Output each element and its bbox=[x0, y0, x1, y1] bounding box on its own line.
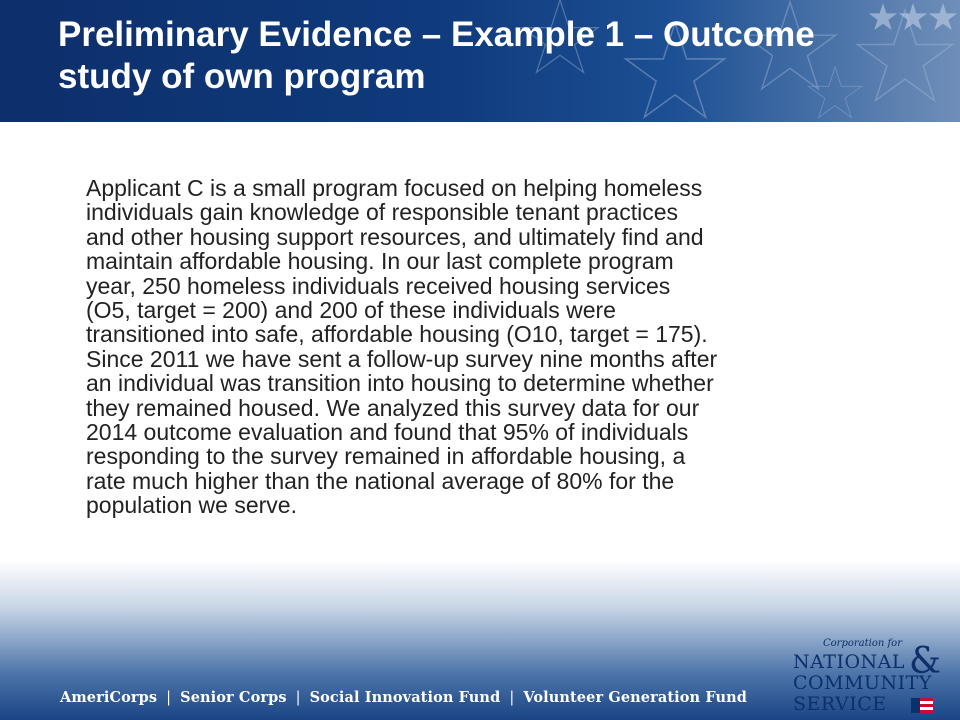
body-line: (O5, target = 200) and 200 of these individuals were bbox=[86, 297, 616, 324]
body-line: they remained housed. We analyzed this survey data for our bbox=[86, 394, 700, 421]
body-line: maintain affordable housing. In our last complete program bbox=[86, 248, 674, 275]
footer-separator: | bbox=[166, 690, 172, 706]
body-line: an individual was transition into housing to determine whether bbox=[86, 370, 714, 397]
title-line-2: study of own program bbox=[58, 57, 426, 96]
logo-national: NATIONAL bbox=[793, 651, 906, 673]
slide-header bbox=[0, 0, 960, 122]
body-line: rate much higher than the national average of 80% for the bbox=[86, 467, 675, 494]
body-line: year, 250 homeless individuals received housing services bbox=[86, 272, 671, 299]
footer-program-americorps: AmeriCorps bbox=[60, 689, 158, 706]
body-line: population we serve. bbox=[86, 492, 297, 519]
logo-corporation-for: Corporation for bbox=[823, 638, 902, 649]
body-paragraph bbox=[86, 176, 906, 518]
slide-footer bbox=[0, 560, 960, 720]
logo-community: COMMUNITY bbox=[793, 672, 932, 694]
body-line: transitioned into safe, affordable housing (O10, target = 175). bbox=[86, 321, 708, 348]
body-line: Applicant C is a small program focused on helping homeless bbox=[86, 175, 703, 201]
footer-program-volunteer-generation-fund: Volunteer Generation Fund bbox=[523, 689, 747, 706]
program-links bbox=[60, 689, 747, 713]
footer-separator: | bbox=[509, 690, 515, 706]
footer-program-social-innovation-fund: Social Innovation Fund bbox=[309, 689, 501, 706]
body-line: individuals gain knowledge of responsible tenant practices bbox=[86, 199, 678, 226]
cncs-logo bbox=[793, 636, 943, 720]
title-line-1: Preliminary Evidence – Example 1 – Outcome bbox=[58, 15, 815, 54]
body-line: responding to the survey remained in affordable housing, a bbox=[86, 443, 686, 470]
footer-program-senior-corps: Senior Corps bbox=[180, 689, 287, 706]
body-line: Since 2011 we have sent a follow-up survey nine months after bbox=[86, 345, 718, 372]
slide-title bbox=[58, 14, 918, 98]
footer-separator: | bbox=[295, 690, 301, 706]
flag-icon bbox=[911, 698, 933, 713]
logo-ampersand: & bbox=[909, 641, 942, 682]
body-line: and other housing support resources, and ultimately find and bbox=[86, 223, 704, 250]
logo-service: SERVICE bbox=[793, 693, 887, 715]
body-line: 2014 outcome evaluation and found that 95% of individuals bbox=[86, 419, 689, 446]
